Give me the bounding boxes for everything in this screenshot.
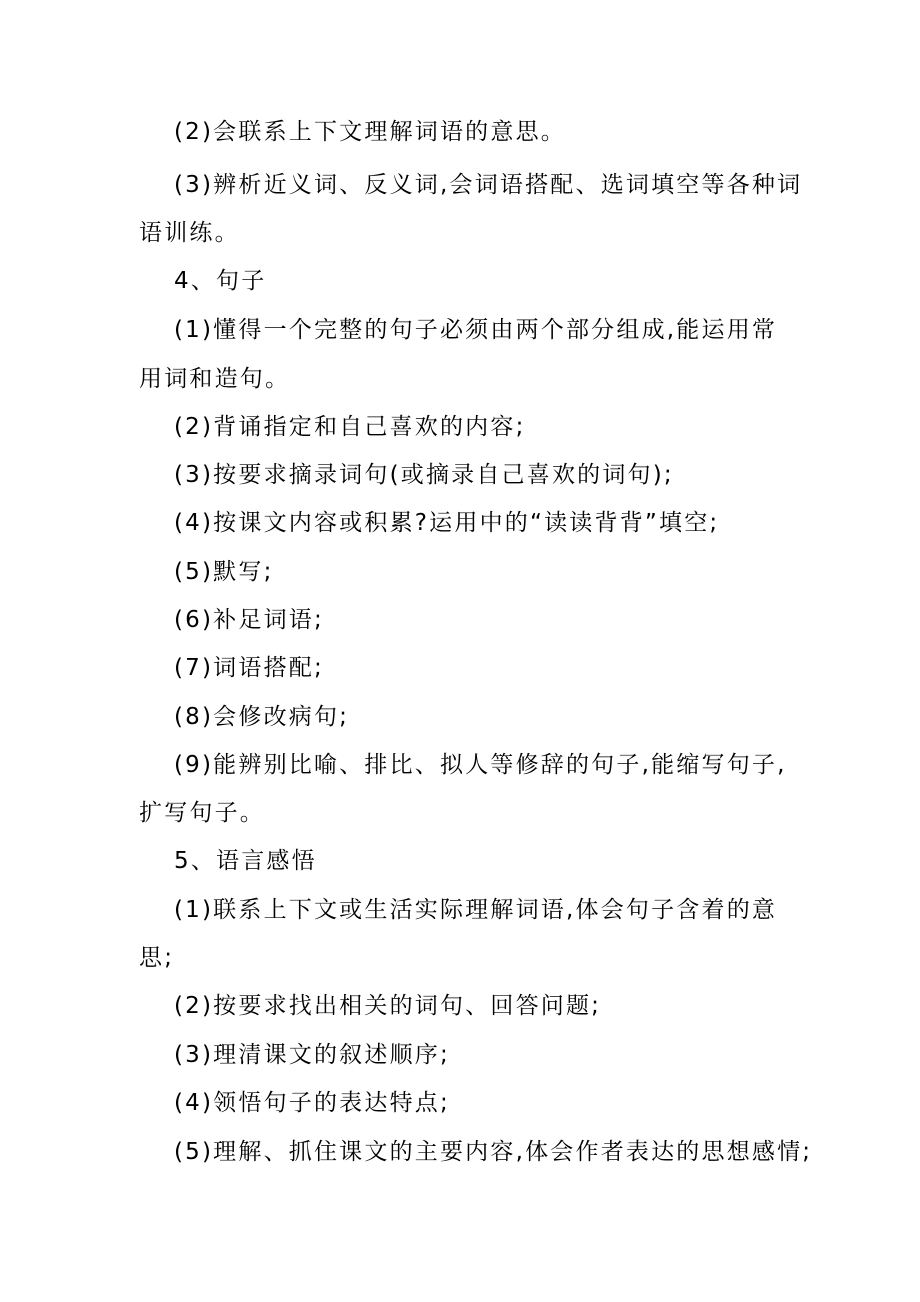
list-item-continuation: 扩写句子。	[139, 800, 265, 826]
list-item-9-rhetoric: (9)能辨别比喻、排比、拟人等修辞的句子,能缩写句子,	[174, 752, 787, 778]
list-item-2-find-answers: (2)按要求找出相关的词句、回答问题;	[174, 993, 602, 1019]
list-item-1-context: (1)联系上下文或生活实际理解词语,体会句子含着的意	[174, 897, 778, 923]
list-item-4-fill-blank: (4)按课文内容或积累?运用中的“读读背背”填空;	[174, 510, 720, 536]
list-item-7-word-collocation: (7)词语搭配;	[174, 655, 324, 681]
list-item-continuation: 思;	[139, 945, 175, 971]
list-item-continuation: 语训练。	[139, 220, 240, 246]
list-item-6-complete-words: (6)补足词语;	[174, 607, 324, 633]
list-item-5-main-content: (5)理解、抓住课文的主要内容,体会作者表达的思想感情;	[174, 1139, 813, 1165]
list-item-3-narrative-order: (3)理清课文的叙述顺序;	[174, 1042, 450, 1068]
list-item-5-dictation: (5)默写;	[174, 559, 274, 585]
list-item-3-excerpt: (3)按要求摘录词句(或摘录自己喜欢的词句);	[174, 462, 674, 488]
list-item-4-expression-features: (4)领悟句子的表达特点;	[174, 1090, 450, 1116]
list-item-continuation: 用词和造句。	[139, 366, 291, 392]
list-item-2-recite: (2)背诵指定和自己喜欢的内容;	[174, 414, 526, 440]
section-heading-sentences: 4、句子	[174, 268, 267, 294]
section-heading-language-perception: 5、语言感悟	[174, 848, 317, 874]
list-item-1-complete-sentence: (1)懂得一个完整的句子必须由两个部分组成,能运用常	[174, 317, 778, 343]
list-item-2-understand-words: (2)会联系上下文理解词语的意思。	[174, 119, 566, 145]
list-item-3-synonyms-antonyms: (3)辨析近义词、反义词,会词语搭配、选词填空等各种词	[174, 172, 803, 198]
list-item-8-correct-sentences: (8)会修改病句;	[174, 704, 350, 730]
